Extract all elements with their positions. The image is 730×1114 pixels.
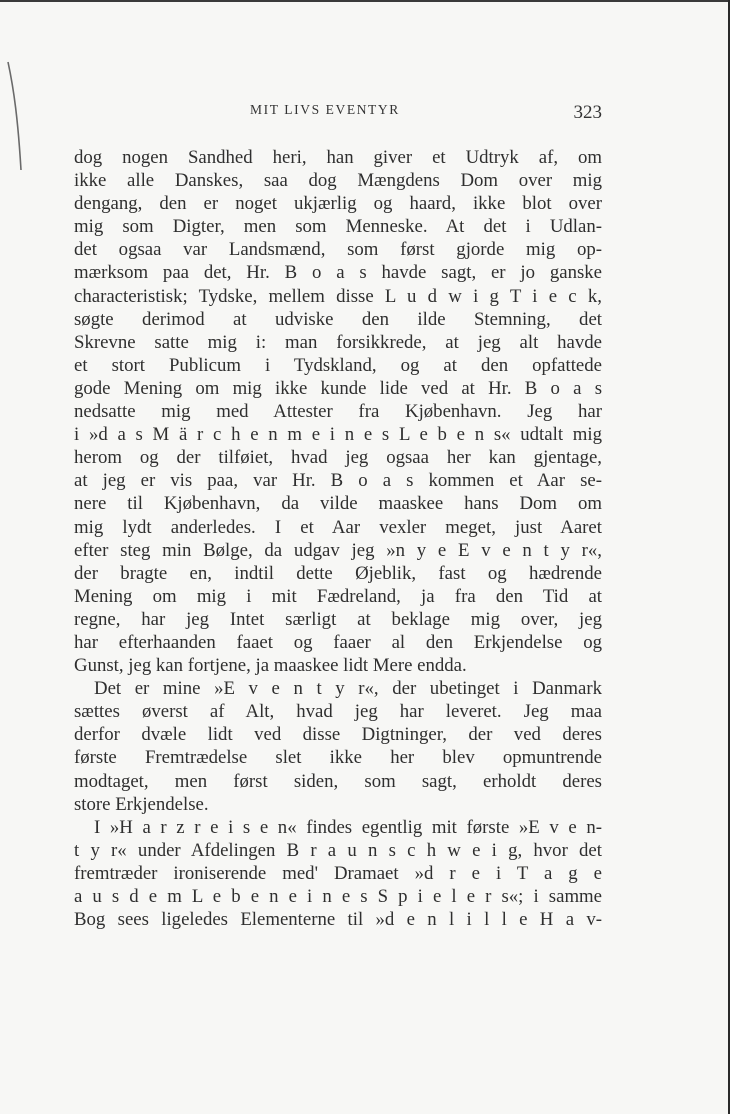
text-line: modtaget, men først siden, som sagt, erholdt deres [74, 770, 602, 792]
running-title: MIT LIVS EVENTYR [250, 102, 400, 117]
text-line: i »d a s M ä r c h e n m e i n e s L e b e n s« udtalt mig [74, 424, 602, 446]
text-line: sættes øverst af Alt, hvad jeg har leveret. Jeg maa [74, 701, 602, 723]
text-line: fremtræder ironiserende med' Dramaet »d r e i T a g e [74, 862, 602, 884]
text-line: første Fremtrædelse slet ikke her blev opmuntrende [74, 747, 602, 769]
scan-edge-mark [6, 60, 24, 200]
text-line: mærksom paa det, Hr. B o a s havde sagt, er jo ganske [74, 262, 602, 284]
text-line: t y r« under Afdelingen B r a u n s c h w e i g, hvor det [74, 839, 602, 861]
text-line: Det er mine »E v e n t y r«, der ubetinget i Danmark [94, 678, 602, 700]
text-line: dog nogen Sandhed heri, han giver et Udtryk af, om [74, 147, 602, 168]
text-line: mig som Digter, men som Menneske. At det i Udlan- [74, 216, 602, 238]
text-line: mig lydt anderledes. I et Aar vexler meget, just Aaret [74, 516, 602, 538]
text-line: et stort Publicum i Tydskland, og at den opfattede [74, 354, 602, 376]
text-line: nedsatte mig med Attester fra Kjøbenhavn. Jeg har [74, 401, 602, 423]
text-line: der bragte en, indtil dette Øjeblik, fast og hædrende [74, 562, 602, 584]
page-top-edge [0, 0, 730, 2]
page-number: 323 [573, 102, 602, 123]
text-line: gode Mening om mig ikke kunde lide ved at Hr. B o a s [74, 377, 602, 399]
text-line: derfor dvæle lidt ved disse Digtninger, der ved deres [74, 724, 602, 746]
text-line: I »H a r z r e i s e n« findes egentlig mit første »E v e n- [94, 816, 602, 838]
text-line: herom og der tilføiet, hvad jeg ogsaa her kan gjentage, [74, 447, 602, 469]
text-line: a u s d e m L e b e n e i n e s S p i e l e r s«; i samme [74, 886, 602, 907]
text-line: ikke alle Danskes, saa dog Mængdens Dom over mig [74, 170, 602, 192]
text-line: nere til Kjøbenhavn, da vilde maaskee hans Dom om [74, 493, 602, 515]
text-line: characteristisk; Tydske, mellem disse L u d w i g T i e c k, [74, 285, 602, 307]
text-line: regne, har jeg Intet særligt at beklage mig over, jeg [74, 608, 602, 630]
text-line: efter steg min Bølge, da udgav jeg »n y e E v e n t y r«, [74, 539, 602, 561]
text-line: det ogsaa var Landsmænd, som først gjorde mig op- [74, 239, 602, 261]
body-text [74, 146, 602, 931]
text-line: Mening om mig i mit Fædreland, ja fra den Tid at [74, 585, 602, 607]
text-line: store Erkjendelse. [74, 793, 209, 815]
text-line: dengang, den er noget ukjærlig og haard, ikke blot over [74, 193, 602, 215]
text-line: har efterhaanden faaet og faaer al den Erkjendelse og [74, 631, 602, 653]
text-line: søgte derimod at udviske den ilde Stemning, det [74, 308, 602, 330]
text-line: Bog sees ligeledes Elementerne til »d e n l i l l e H a v- [74, 909, 602, 931]
text-line: at jeg er vis paa, var Hr. B o a s kommen et Aar se- [74, 470, 602, 492]
page-header [74, 102, 602, 124]
text-line: Skrevne satte mig i: man forsikkrede, at jeg alt havde [74, 331, 602, 353]
text-line: Gunst, jeg kan fortjene, ja maaskee lidt Mere endda. [74, 655, 467, 677]
